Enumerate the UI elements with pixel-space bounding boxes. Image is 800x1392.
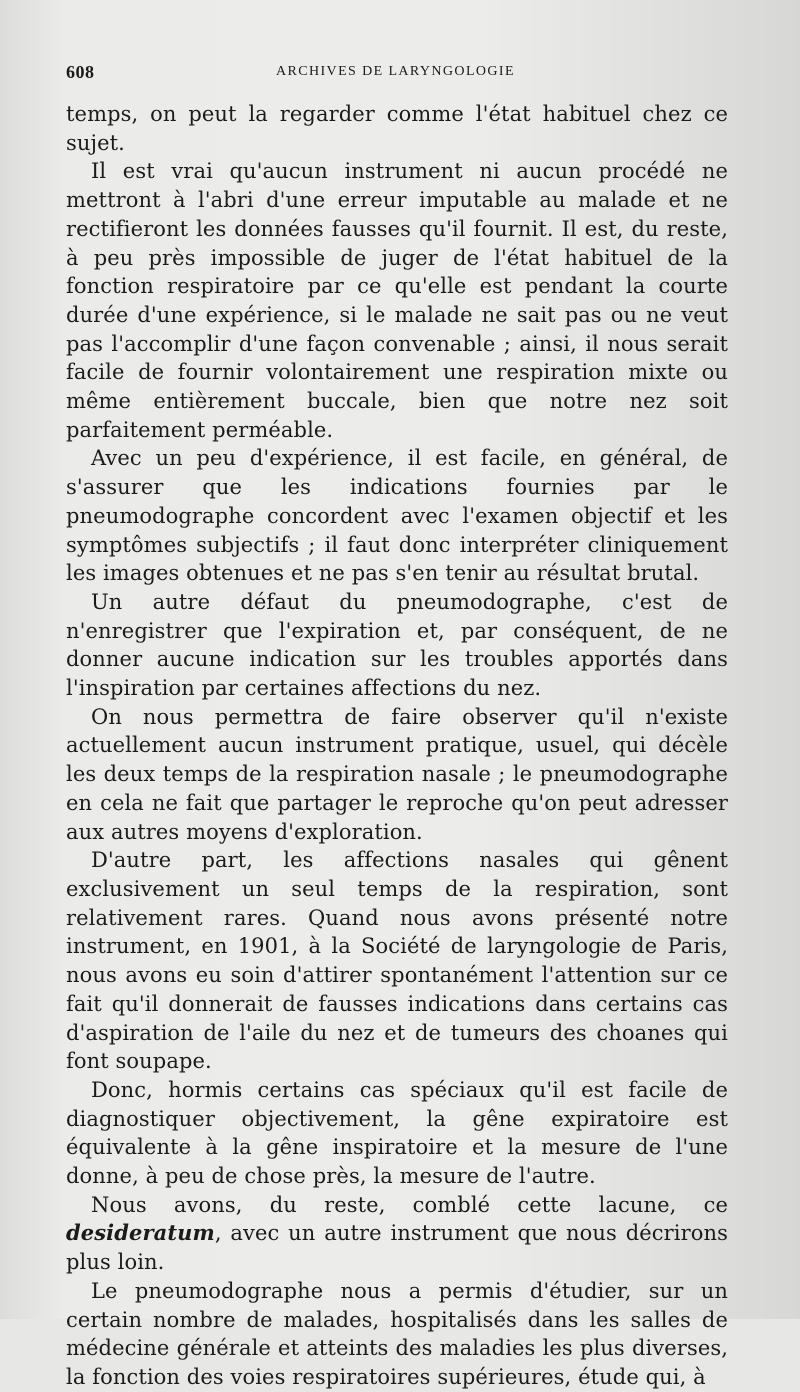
paragraph: D'autre part, les affections nasales qui gênent exclusivement un seul temps de la respiration, sont relativement rares. Quand nous avons présenté notre instrument, en 1901, à la Société de laryngologie de Paris, nous avons eu soin d'attirer spontanément l'attention sur ce fait qu'il donnerait de fausses indications dans certains cas d'aspiration de l'aile du nez et de tumeurs des choanes qui font soupape.	[66, 848, 728, 1074]
body-text	[66, 100, 728, 1392]
paragraph: Avec un peu d'expérience, il est facile, en général, de s'assurer que les indications fournies par le pneumodographe concordent avec l'examen objectif et les symptômes subjectifs ; il faut donc interpréter cliniquement les images obtenues et ne pas s'en tenir au résultat brutal.	[66, 446, 728, 586]
running-head: ARCHIVES DE LARYNGOLOGIE	[276, 64, 515, 79]
paragraph: Donc, hormis certains cas spéciaux qu'il est facile de diagnostiquer objectivement, la gêne expiratoire est équivalente à la gêne inspiratoire et la mesure de l'une donne, à peu de chose près, la mesure de l'autre.	[66, 1077, 728, 1189]
paragraph-text-after: , avec un autre instrument que nous décrirons plus loin.	[66, 1221, 728, 1275]
paragraph: Il est vrai qu'aucun instrument ni aucun procédé ne mettront à l'abri d'une erreur imputable au malade et ne rectifieront les données fausses qu'il fournit. Il est, du reste, à peu près impossible de juger de l'état habituel de la fonction respiratoire par ce qu'elle est pendant la courte durée d'une expérience, si le malade ne sait pas ou ne veut pas l'accomplir d'une façon convenable ; ainsi, il nous serait facile de fournir volontairement une respiration mixte ou même entièrement buccale, bien que notre nez soit parfaitement perméable.	[66, 159, 728, 442]
paragraph: On nous permettra de faire observer qu'il n'existe actuellement aucun instrument pratique, usuel, qui décèle les deux temps de la respiration nasale ; le pneumodographe en cela ne fait que partager le reproche qu'on peut adresser aux autres moyens d'exploration.	[66, 704, 728, 844]
page-number: 608	[66, 62, 95, 82]
paragraph-text-before: Nous avons, du reste, comblé cette lacune, ce	[91, 1192, 728, 1217]
italic-term: desideratum	[66, 1220, 215, 1246]
paragraph-continued: temps, on peut la regarder comme l'état habituel chez ce sujet.	[66, 102, 728, 155]
paragraph: Un autre défaut du pneumodographe, c'est de n'enregistrer que l'expiration et, par conséquent, de ne donner aucune indication sur les troubles apportés dans l'inspiration par certaines affections du nez.	[66, 589, 728, 701]
page-header	[66, 62, 726, 86]
paragraph: Le pneumodographe nous a permis d'étudier, sur un certain nombre de malades, hospitalisés dans les salles de médecine générale et atteints des maladies les plus diverses, la fonction des voies respiratoires supérieures, étude qui, à	[66, 1278, 728, 1389]
paragraph-with-italic	[66, 1191, 728, 1277]
